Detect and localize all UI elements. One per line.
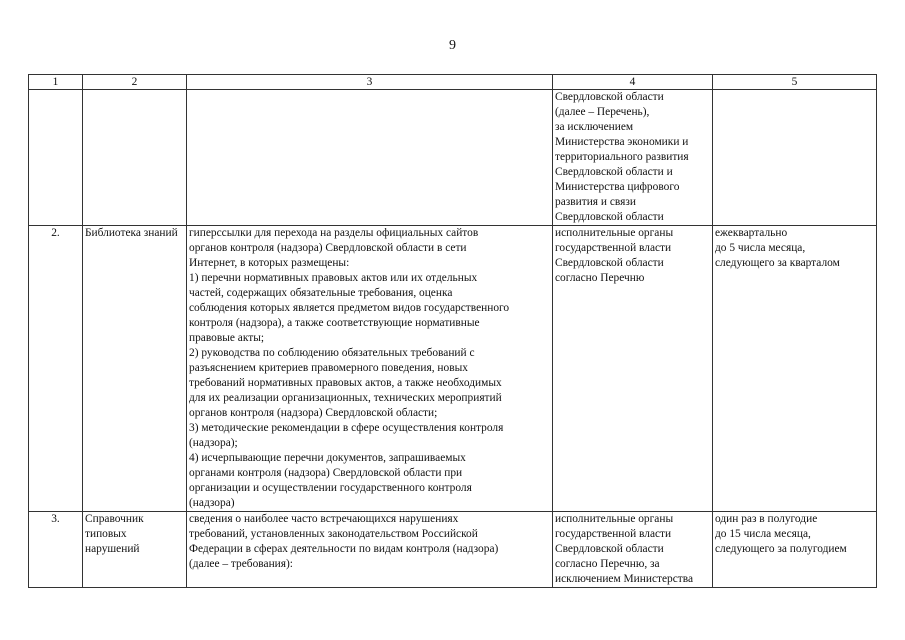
table-row: [29, 226, 877, 512]
responsible-executor: [553, 512, 713, 588]
schedule-table: [28, 74, 877, 588]
measure-description: [187, 226, 553, 512]
column-header: 1: [29, 75, 83, 90]
responsible-executor: [553, 226, 713, 512]
text-line: типовых: [85, 528, 127, 540]
table-row: [29, 512, 877, 588]
text-line: 4) исчерпывающие перечни документов, запрашиваемых: [189, 452, 466, 464]
row-number: 2.: [29, 226, 83, 512]
text-line: исключением Министерства: [555, 573, 694, 585]
text-line: до 15 числа месяца,: [715, 528, 811, 540]
text-line: соблюдения которых является предметом видов государственного: [189, 302, 510, 314]
text-line: гиперссылки для перехода на разделы официальных сайтов: [189, 227, 479, 239]
text-line: (далее – Перечень),: [555, 106, 650, 118]
text-line: Министерства цифрового: [555, 181, 680, 193]
text-line: государственной власти: [555, 242, 672, 254]
text-line: за исключением: [555, 121, 634, 133]
text-line: органов контроля (надзора) Свердловской области;: [189, 407, 438, 419]
text-line: Свердловской области: [555, 257, 664, 269]
text-line: нарушений: [85, 543, 140, 555]
table-header-row: [29, 75, 877, 90]
text-line: органов контроля (надзора) Свердловской области в сети: [189, 242, 467, 254]
text-line: территориального развития: [555, 151, 689, 163]
text-line: согласно Перечню, за: [555, 558, 660, 570]
text-line: исполнительные органы: [555, 227, 674, 239]
text-line: (надзора);: [189, 437, 238, 449]
text-line: организации и осуществлении государственного контроля: [189, 482, 472, 494]
text-line: Министерства экономики и: [555, 136, 689, 148]
text-line: частей, содержащих обязательные требования, оценка: [189, 287, 453, 299]
text-line: требований нормативных правовых актов, а также необходимых: [189, 377, 502, 389]
text-line: согласно Перечню: [555, 272, 645, 284]
text-line: следующего за полугодием: [715, 543, 847, 555]
text-line: исполнительные органы: [555, 513, 674, 525]
text-line: правовые акты;: [189, 332, 265, 344]
text-line: контроля (надзора), а также соответствующие нормативные: [189, 317, 480, 329]
column-header: 3: [187, 75, 553, 90]
text-line: требований, установленных законодательством Российской: [189, 528, 478, 540]
measure-name: [83, 90, 187, 226]
text-line: развития и связи: [555, 196, 636, 208]
text-line: один раз в полугодие: [715, 513, 818, 525]
deadline: [713, 226, 877, 512]
text-line: 1) перечни нормативных правовых актов или их отдельных: [189, 272, 478, 284]
text-line: Интернет, в которых размещены:: [189, 257, 350, 269]
column-header: 5: [713, 75, 877, 90]
text-line: (далее – требования):: [189, 558, 293, 570]
text-line: 3) методические рекомендации в сфере осуществления контроля: [189, 422, 504, 434]
text-line: органами контроля (надзора) Свердловской области при: [189, 467, 463, 479]
column-header: 2: [83, 75, 187, 90]
text-line: Справочник: [85, 513, 144, 525]
text-line: следующего за кварталом: [715, 257, 840, 269]
text-line: для их реализации организационных, технических мероприятий: [189, 392, 502, 404]
page-number: 9: [449, 38, 456, 53]
deadline: [713, 90, 877, 226]
measure-description: [187, 90, 553, 226]
text-line: Свердловской области: [555, 211, 664, 223]
text-line: (надзора): [189, 497, 235, 509]
text-line: Библиотека знаний: [85, 227, 178, 239]
table-row: [29, 90, 877, 226]
text-line: до 5 числа месяца,: [715, 242, 806, 254]
text-line: Федерации в сферах деятельности по видам контроля (надзора): [189, 543, 499, 555]
text-line: ежеквартально: [715, 227, 788, 239]
measure-description: [187, 512, 553, 588]
text-line: Свердловской области: [555, 543, 664, 555]
measure-name: [83, 512, 187, 588]
responsible-executor: [553, 90, 713, 226]
text-line: сведения о наиболее часто встречающихся нарушениях: [189, 513, 459, 525]
text-line: Свердловской области и: [555, 166, 673, 178]
row-number: [29, 90, 83, 226]
measure-name: [83, 226, 187, 512]
row-number: 3.: [29, 512, 83, 588]
text-line: 2) руководства по соблюдению обязательных требований с: [189, 347, 475, 359]
text-line: государственной власти: [555, 528, 672, 540]
deadline: [713, 512, 877, 588]
column-header: 4: [553, 75, 713, 90]
text-line: разъяснением критериев правомерного поведения, новых: [189, 362, 468, 374]
text-line: Свердловской области: [555, 91, 664, 103]
